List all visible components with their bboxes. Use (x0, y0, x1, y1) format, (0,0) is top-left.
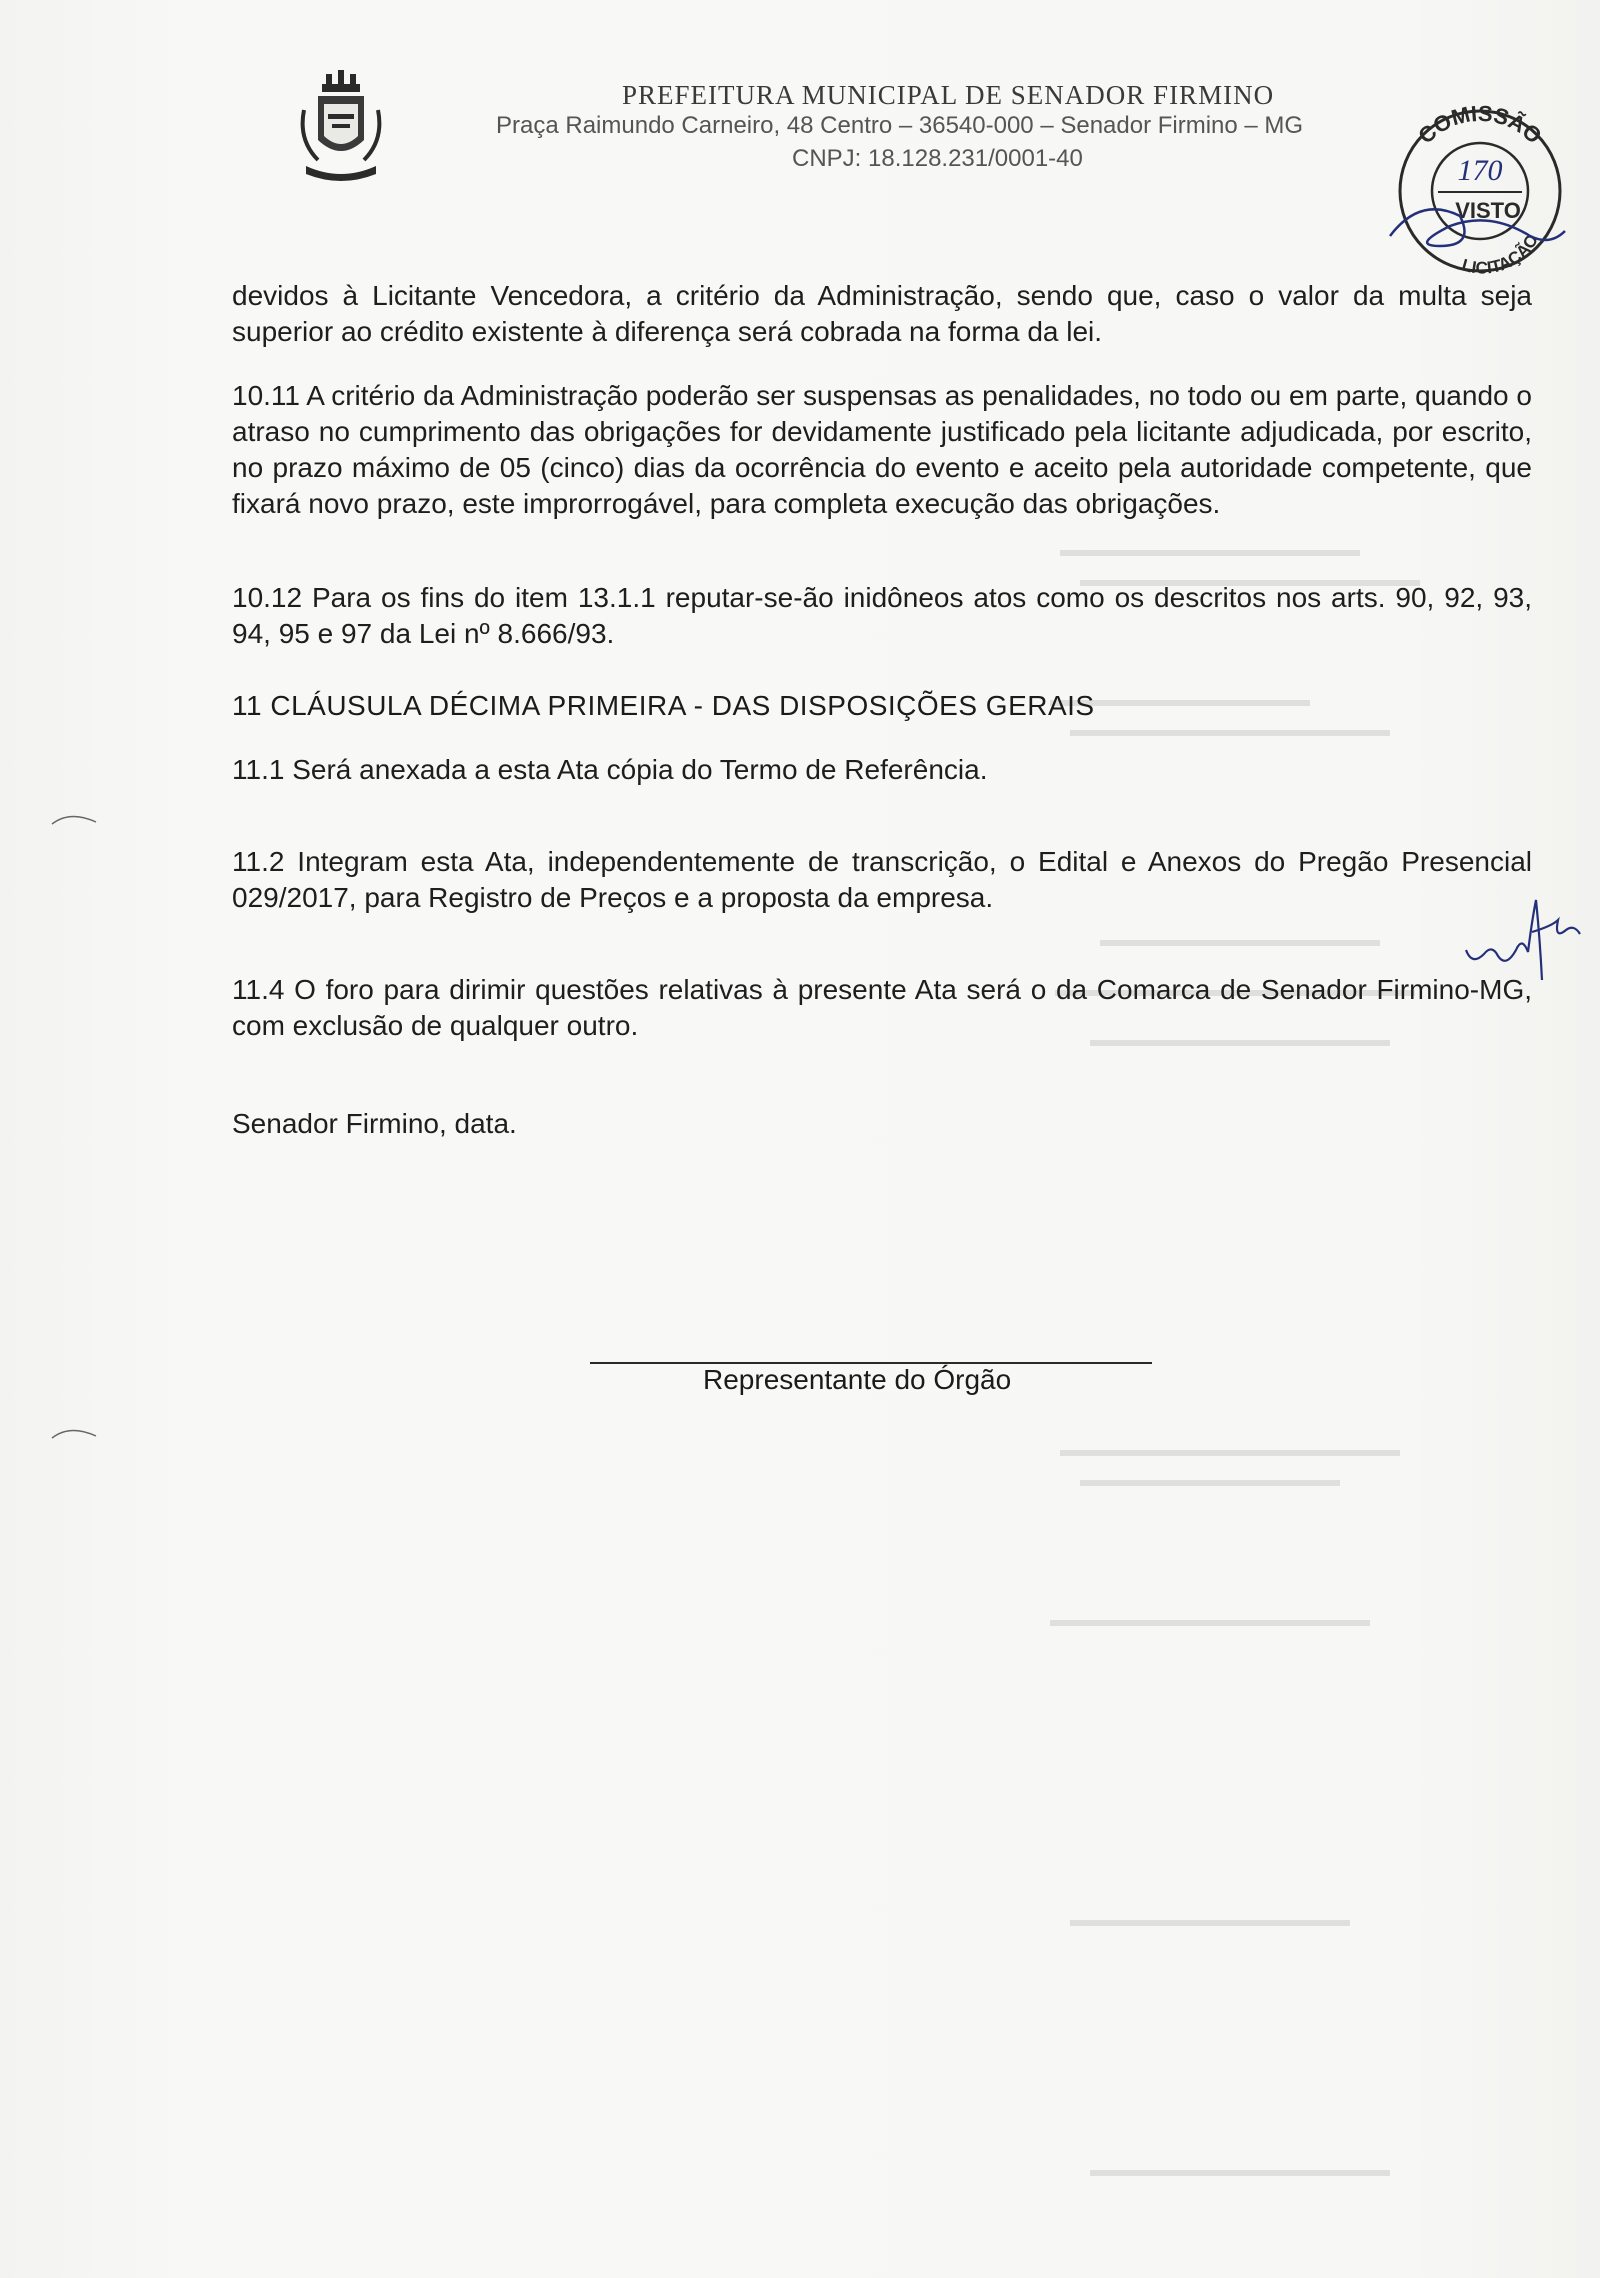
header-title: PREFEITURA MUNICIPAL DE SENADOR FIRMINO (622, 80, 1275, 110)
scan-margin-mark (50, 1422, 100, 1442)
municipal-crest-logo (296, 70, 386, 185)
place-and-date: Senador Firmino, data. (232, 1108, 517, 1139)
svg-text:VISTO: VISTO (1455, 198, 1521, 223)
paragraph-10-11: 10.11 A critério da Administração poderão ser suspensas as penalidades, no todo ou em parte, quando o atraso no cumprimento das obrigações for devidamente justificado pela licitante adjudicada, por escrito, no prazo máximo de 05 (cinco) dias da ocorrência do evento e aceito pela autoridade competente, que fixará novo prazo, este improrrogável, para completa execução das obrigações. (232, 380, 1532, 519)
paragraph-10-12: 10.12 Para os fins do item 13.1.1 reputar-se-ão inidôneos atos como os descritos nos arts. 90, 92, 93, 94, 95 e 97 da Lei nº 8.666/93. (232, 582, 1532, 649)
header-address: Praça Raimundo Carneiro, 48 Centro – 36540-000 – Senador Firmino – MG (496, 112, 1304, 139)
handwritten-rubric (1462, 880, 1582, 990)
commission-stamp (1380, 96, 1580, 281)
paragraph-11-4: 11.4 O foro para dirimir questões relativas à presente Ata será o da Comarca de Senador Firmino-MG, com exclusão de qualquer outro. (232, 974, 1532, 1041)
paragraph-penalty-deduction: devidos à Licitante Vencedora, a critério da Administração, sendo que, caso o valor da multa seja superior ao crédito existente à diferença será cobrada na forma da lei. (232, 280, 1532, 347)
header-cnpj: CNPJ: 18.128.231/0001-40 (792, 145, 1083, 172)
clause-heading: 11 CLÁUSULA DÉCIMA PRIMEIRA - DAS DISPOSIÇÕES GERAIS (232, 690, 1095, 721)
paragraph-11-1: 11.1 Será anexada a esta Ata cópia do Termo de Referência. (232, 754, 988, 785)
svg-text:LICITAÇÃO: LICITAÇÃO (1459, 230, 1543, 278)
signature-label: Representante do Órgão (703, 1364, 1012, 1395)
svg-text:170: 170 (1457, 154, 1503, 187)
svg-text:COMISSÃO: COMISSÃO (1413, 100, 1547, 149)
scan-margin-mark (50, 808, 100, 828)
paragraph-11-2: 11.2 Integram esta Ata, independentemente de transcrição, o Edital e Anexos do Pregão Presencial 029/2017, para Registro de Preços e a proposta da empresa. (232, 846, 1532, 913)
